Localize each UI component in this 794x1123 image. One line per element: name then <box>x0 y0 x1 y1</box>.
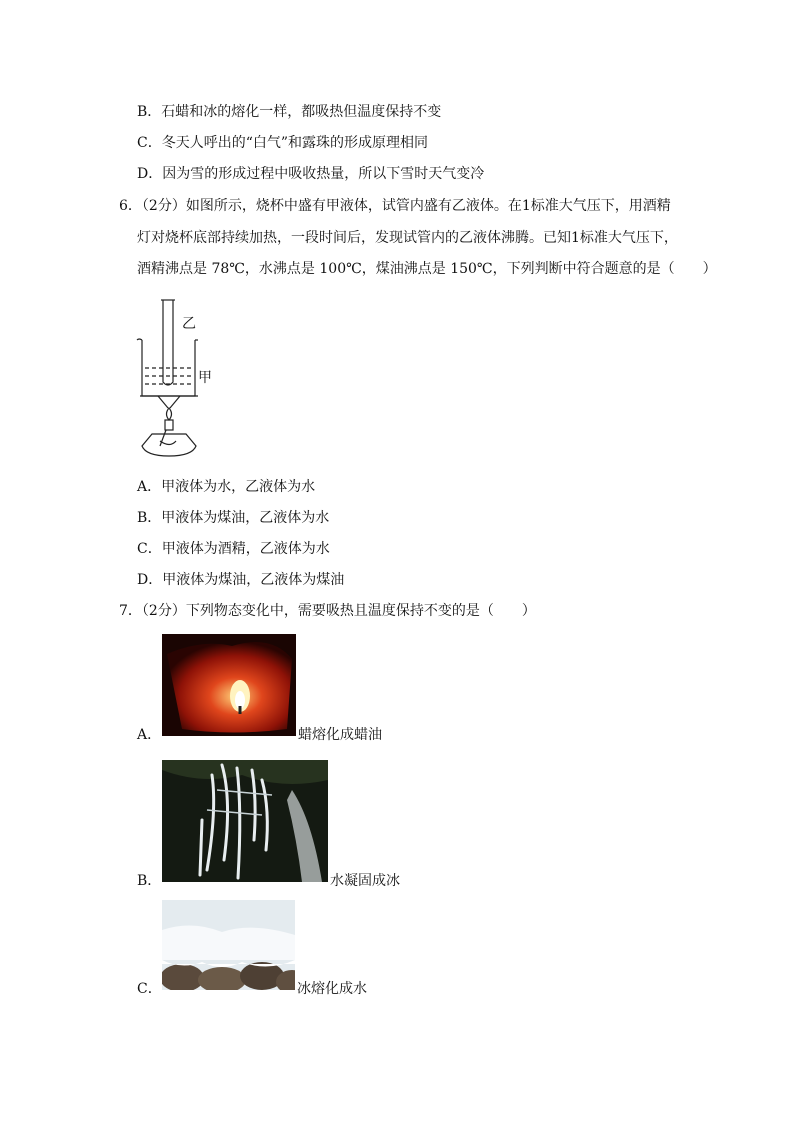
q5-option-c: C．冬天人呼出的“白气”和露珠的形成原理相同 <box>137 135 429 151</box>
q6-stem-line1: 6．（2分）如图所示，烧杯中盛有甲液体，试管内盛有乙液体。在1标准大气压下，用酒精 <box>119 198 671 214</box>
q6-stem-line3: 酒精沸点是 78℃，水沸点是 100℃，煤油沸点是 150℃，下列判断中符合题意的是（ ） <box>137 261 717 277</box>
q7-option-b-caption: 水凝固成冰 <box>330 873 400 889</box>
q6-option-d: D．甲液体为煤油，乙液体为煤油 <box>137 572 345 588</box>
candle-photo <box>162 634 296 736</box>
q6-stem-line2: 灯对烧杯底部持续加热，一段时间后，发现试管内的乙液体沸腾。已知1标准大气压下， <box>137 230 678 246</box>
q6-option-a: A．甲液体为水，乙液体为水 <box>137 479 316 495</box>
label-yi: 乙 <box>182 316 196 332</box>
icicle-photo <box>162 760 328 882</box>
q6-option-c: C．甲液体为酒精，乙液体为水 <box>137 541 330 557</box>
test-tube <box>163 300 173 385</box>
q7-option-c-letter: C． <box>137 981 162 997</box>
q6-apparatus-diagram <box>130 296 220 461</box>
flame <box>167 408 172 420</box>
q7-stem: 7．（2分）下列物态变化中，需要吸热且温度保持不变的是（ ） <box>119 603 536 619</box>
q7-option-c-caption: 冰熔化成水 <box>297 981 367 997</box>
q6-option-b: B．甲液体为煤油，乙液体为水 <box>137 510 330 526</box>
q5-option-d: D．因为雪的形成过程中吸收热量，所以下雪时天气变冷 <box>137 166 485 182</box>
q7-option-b-letter: B． <box>137 873 162 889</box>
label-jia: 甲 <box>198 370 212 386</box>
q7-option-a-caption: 蜡熔化成蜡油 <box>298 727 382 743</box>
q5-option-b: B．石蜡和冰的熔化一样，都吸热但温度保持不变 <box>137 104 442 120</box>
snow-on-rocks-photo <box>162 900 295 990</box>
q7-option-a-letter: A． <box>137 727 162 743</box>
